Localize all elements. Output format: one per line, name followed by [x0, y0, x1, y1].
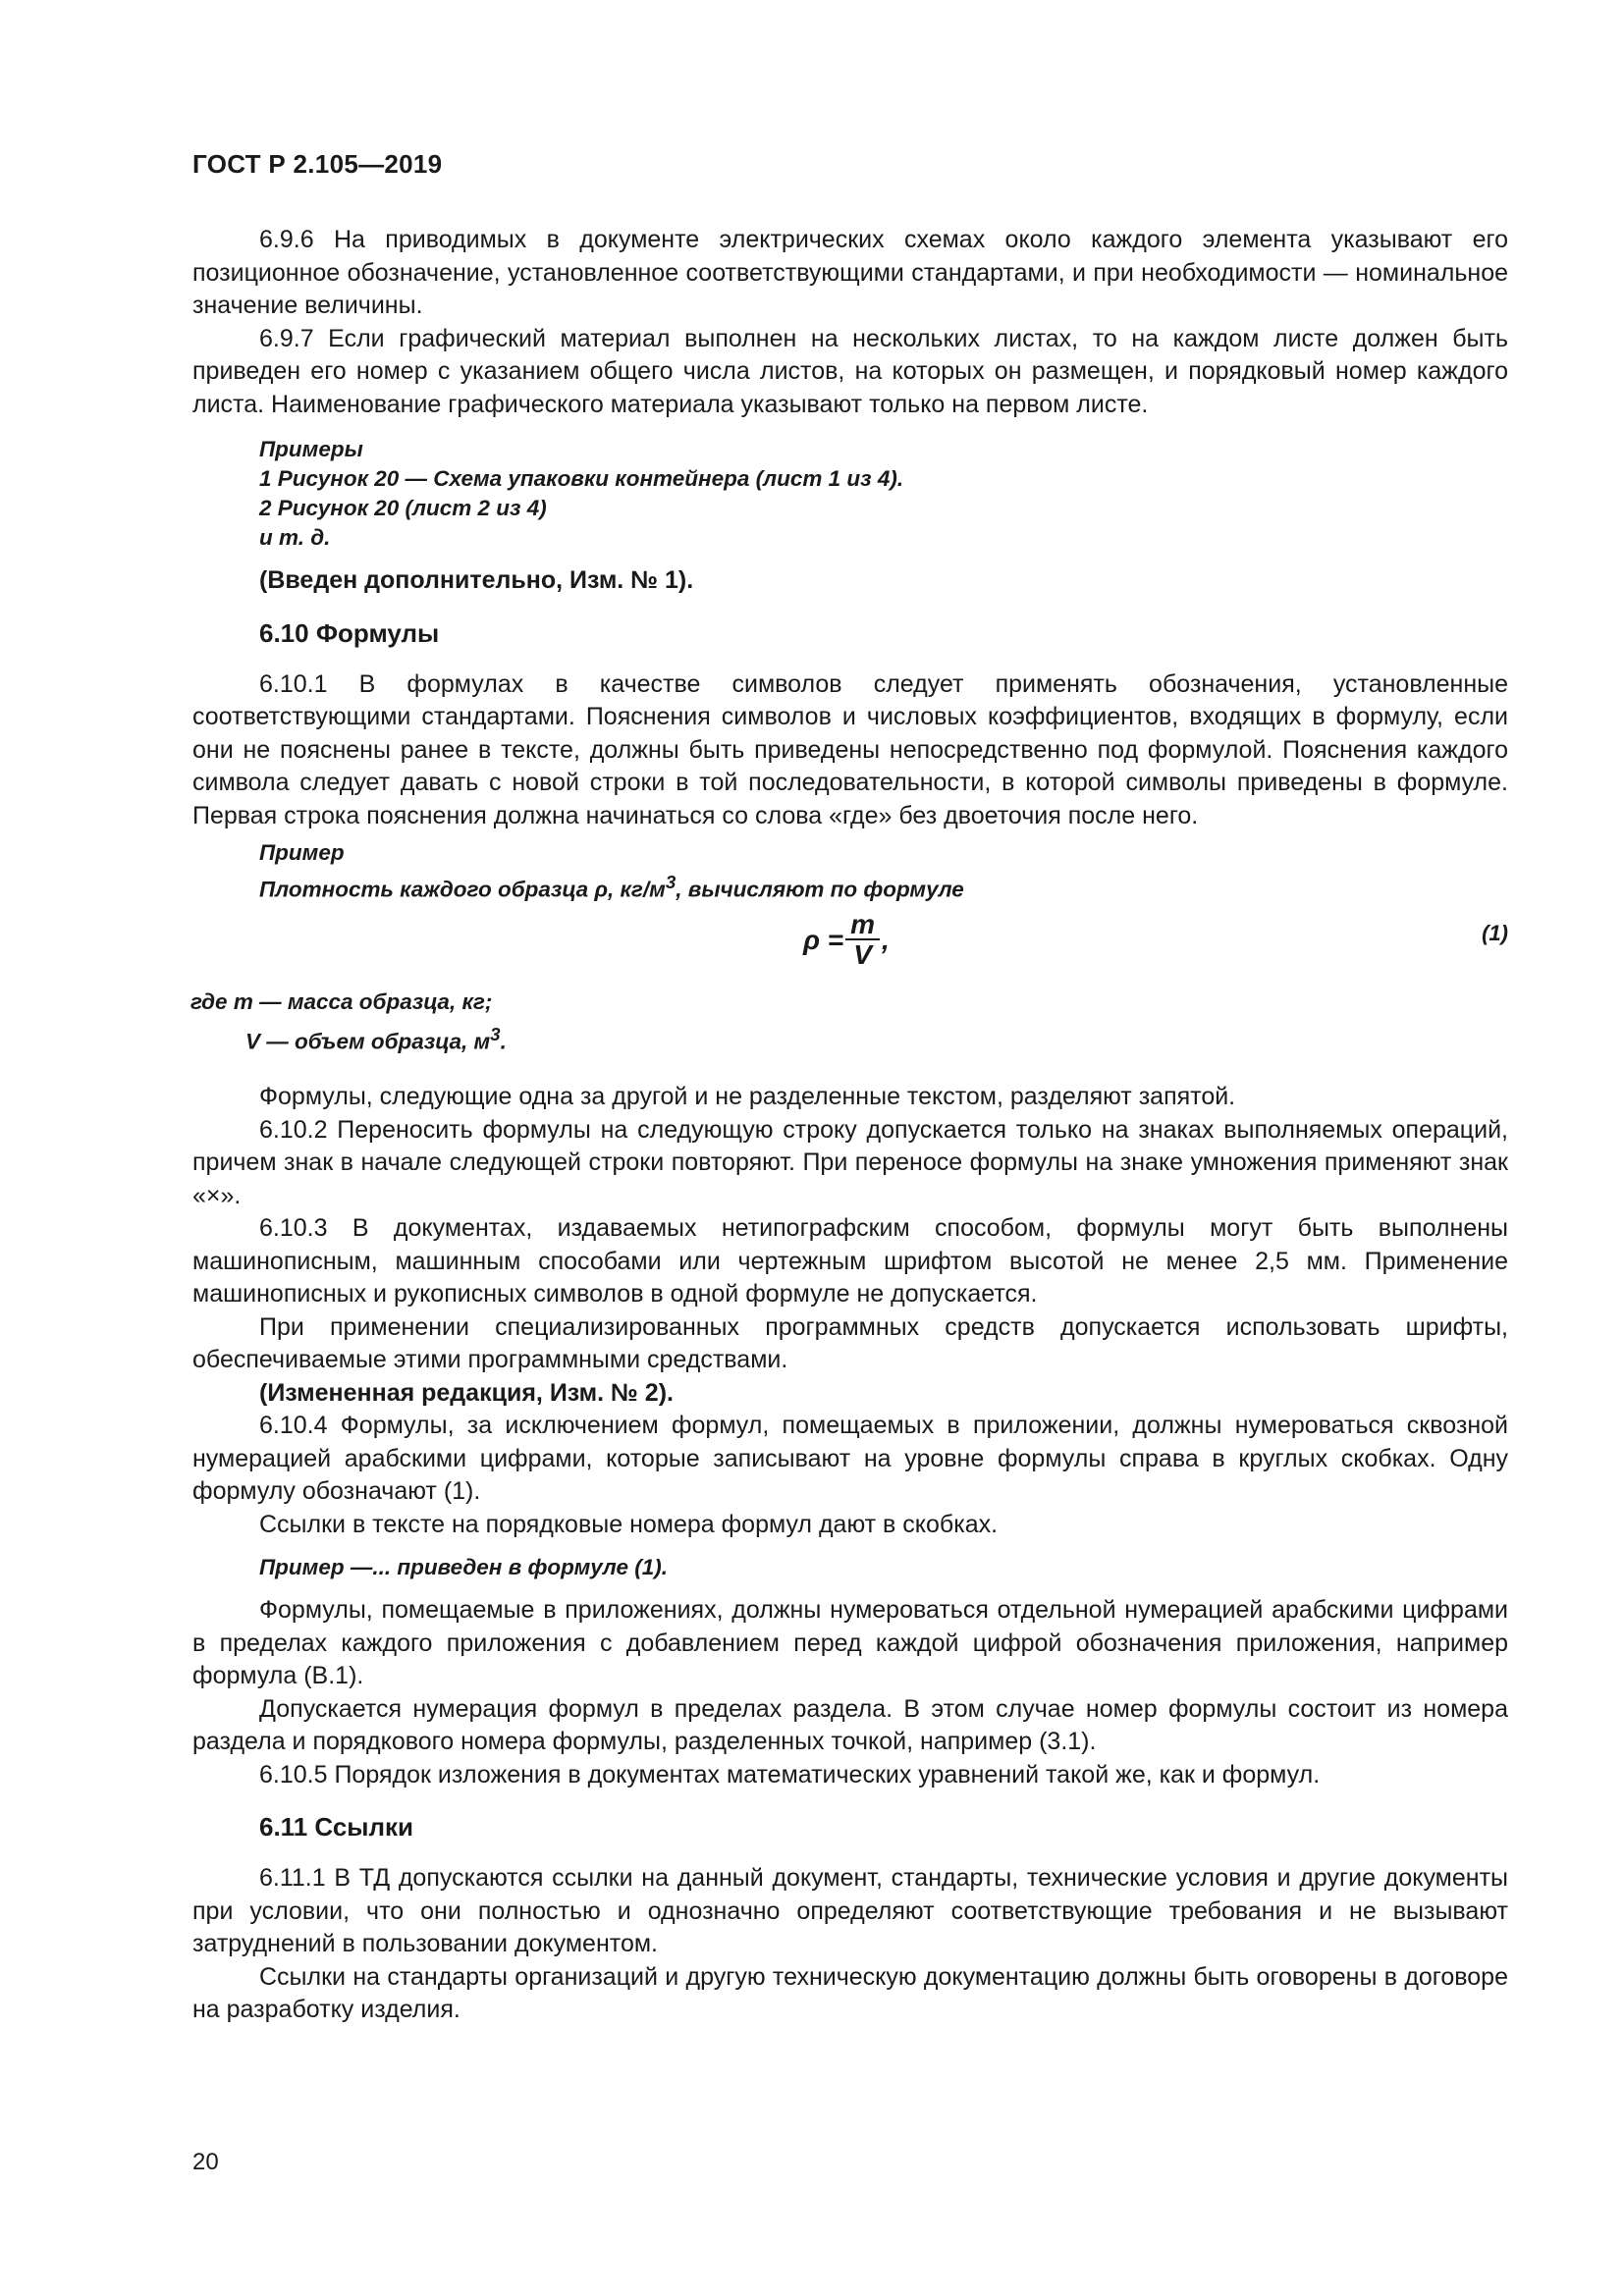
amendment-note-1: (Введен дополнительно, Изм. № 1).	[259, 566, 694, 594]
example-block-2	[192, 838, 1508, 905]
formula-number: (1)	[1482, 920, 1508, 945]
example-line-1: 1 Рисунок 20 — Схема упаковки контейнера (лист 1 из 4).	[259, 466, 904, 491]
paragraph-6-11-1: 6.11.1 В ТД допускаются ссылки на данный документ, стандарты, технические условия и другие документы при условии, что они полностью и однозначно определяют соответствующие требования и не вызывают затруднений в пользовании документом.	[192, 1864, 1508, 1957]
paragraph-appendix-formulas: Формулы, помещаемые в приложениях, должны нумероваться отдельной нумерацией арабскими цифрами в пределах каждого приложения с добавлением перед каждой цифрой обозначения приложения, например формула (В.1).	[192, 1596, 1508, 1689]
amendment-note-2: (Измененная редакция, Изм. № 2).	[259, 1378, 674, 1407]
example-text-2: Плотность каждого образца ρ, $кг/м^3$, вычисляют по формуле	[259, 872, 964, 902]
example-block-3: Пример —... приведен в формуле (1).	[259, 1555, 668, 1579]
paragraph-6-10-5: 6.10.5 Порядок изложения в документах математических уравнений такой же, как и формул.	[259, 1760, 1321, 1789]
paragraph-6-10-3: 6.10.3 В документах, издаваемых нетипографским способом, формулы могут быть выполнены машинописным, машинным способами или чертежным шрифтом высотой не менее 2,5 мм. Применение машинописных и рукописных символов в одной формуле не допускается.	[192, 1214, 1508, 1308]
paragraph-formula-references: Ссылки в тексте на порядковые номера формул дают в скобках.	[259, 1510, 999, 1538]
explanation-line-m: где m — масса образца, кг;	[190, 988, 493, 1014]
example-line-3: и т. д.	[259, 525, 331, 550]
paragraph-6-9-6: 6.9.6 На приводимых в документе электрических схемах около каждого элемента указывают его позиционное обозначение, установленное соответствующими стандартами, и при необходимости — номинальное значение величины.	[192, 226, 1508, 319]
paragraph-6-10-2: 6.10.2 Переносить формулы на следующую строку допускается только на знаках выполняемых операций, причем знак в начале следующей строки повторяют. При переносе формулы на знаке умножения применяют знак «×».	[192, 1115, 1508, 1209]
explanation-line-v: V — объем образца, $м^3$.	[245, 1023, 507, 1053]
formula-row	[192, 908, 1508, 976]
page-number: 20	[192, 2149, 219, 2175]
section-heading-6-11: 6.11 Ссылки	[259, 1812, 414, 1842]
paragraph-6-10-1: 6.10.1 В формулах в качестве символов следует применять обозначения, установленные соответствующими стандартами. Пояснения символов и числовых коэффициентов, входящих в формулу, если они не пояснены ранее в тексте, должны быть приведены непосредственно под формулой. Пояснения каждого символа следует давать с новой строки в той последовательности, в которой символы приведены в формуле. Первая строка пояснения должна начинаться со слова «где» без двоеточия после него.	[192, 669, 1508, 829]
examples-block	[192, 435, 1508, 553]
examples-title: Примеры	[259, 437, 363, 461]
formula-denominator: V	[853, 938, 872, 970]
paragraph-6-10-4: 6.10.4 Формулы, за исключением формул, помещаемых в приложении, должны нумероваться сквозной нумерацией арабскими цифрами, которые записывают на уровне формулы справа в круглых скобках. Одну формулу обозначают (1).	[192, 1412, 1508, 1505]
formula-comma: ,	[882, 924, 890, 955]
section-heading-6-10: 6.10 Формулы	[259, 617, 440, 648]
paragraph-organization-references: Ссылки на стандарты организаций и другую техническую документацию должны быть оговорены в договоре на разработку изделия.	[192, 1962, 1508, 2023]
page-content	[192, 224, 1508, 2027]
density-formula	[803, 908, 890, 970]
document-code-header: ГОСТ Р 2.105—2019	[192, 149, 443, 179]
formula-explanation	[190, 986, 1508, 1058]
formula-numerator: m	[845, 911, 880, 940]
formula-fraction	[845, 908, 880, 970]
example-title-2: Пример	[259, 840, 345, 865]
paragraph-section-numbering: Допускается нумерация формул в пределах раздела. В этом случае номер формулы состоит из номера раздела и порядкового номера формулы, разделенных точкой, например (3.1).	[192, 1694, 1508, 1755]
example-line-2: 2 Рисунок 20 (лист 2 из 4)	[259, 496, 547, 520]
paragraph-formulas-separator: Формулы, следующие одна за другой и не разделенные текстом, разделяют запятой.	[259, 1083, 1236, 1110]
formula-lhs: ρ =	[803, 924, 844, 955]
paragraph-special-software: При применении специализированных программных средств допускается использовать шрифты, обеспечиваемые этими программными средствами.	[192, 1312, 1508, 1373]
paragraph-6-9-7: 6.9.7 Если графический материал выполнен на нескольких листах, то на каждом листе должен быть приведен его номер с указанием общего числа листов, на которых он размещен, и порядковый номер каждого листа. Наименование графического материала указывают только на первом листе.	[192, 324, 1508, 418]
